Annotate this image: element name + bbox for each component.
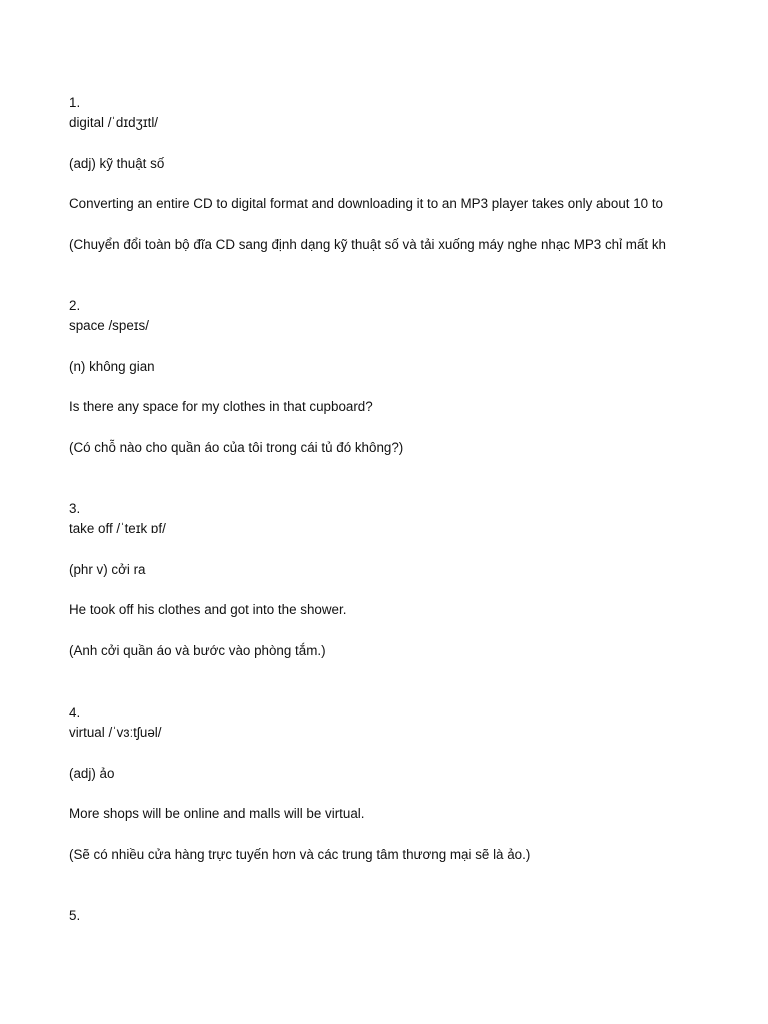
entry-number: 4.	[69, 705, 81, 720]
entry-example-sentence: Is there any space for my clothes in that cupboard?	[69, 399, 373, 414]
entry-part-of-speech-meaning: (n) không gian	[69, 359, 155, 374]
entry-part-of-speech-meaning: (adj) kỹ thuật số	[69, 156, 165, 171]
entry-example-translation: (Chuyển đổi toàn bộ đĩa CD sang định dạng kỹ thuật số và tải xuống máy nghe nhạc MP3 chỉ mất kh	[69, 237, 666, 252]
entry-example-sentence: He took off his clothes and got into the shower.	[69, 602, 347, 617]
entry-part-of-speech-meaning: (phr v) cởi ra	[69, 562, 146, 577]
entry-example-sentence: Converting an entire CD to digital format and downloading it to an MP3 player takes only about 10 to	[69, 196, 664, 211]
entry-example-translation: (Có chỗ nào cho quần áo của tôi trong cái tủ đó không?)	[69, 440, 404, 455]
entry-word-pronunciation: space /speɪs/	[69, 318, 149, 333]
entry-word-pronunciation: take off /ˈteɪk ɒf/	[69, 521, 166, 536]
entry-number: 2.	[69, 298, 81, 313]
entry-word-pronunciation: digital /ˈdɪdʒɪtl/	[69, 115, 159, 130]
entry-number: 3.	[69, 501, 81, 516]
entry-word-pronunciation: virtual /ˈvɜːtʃuəl/	[69, 725, 162, 740]
entry-number: 5.	[69, 908, 81, 923]
entry-example-translation: (Sẽ có nhiều cửa hàng trực tuyến hơn và các trung tâm thương mại sẽ là ảo.)	[69, 847, 531, 862]
entry-example-sentence: More shops will be online and malls will be virtual.	[69, 806, 365, 821]
entry-example-translation: (Anh cởi quần áo và bước vào phòng tắm.)	[69, 643, 326, 658]
entry-part-of-speech-meaning: (adj) ảo	[69, 766, 115, 781]
entry-number: 1.	[69, 95, 81, 110]
